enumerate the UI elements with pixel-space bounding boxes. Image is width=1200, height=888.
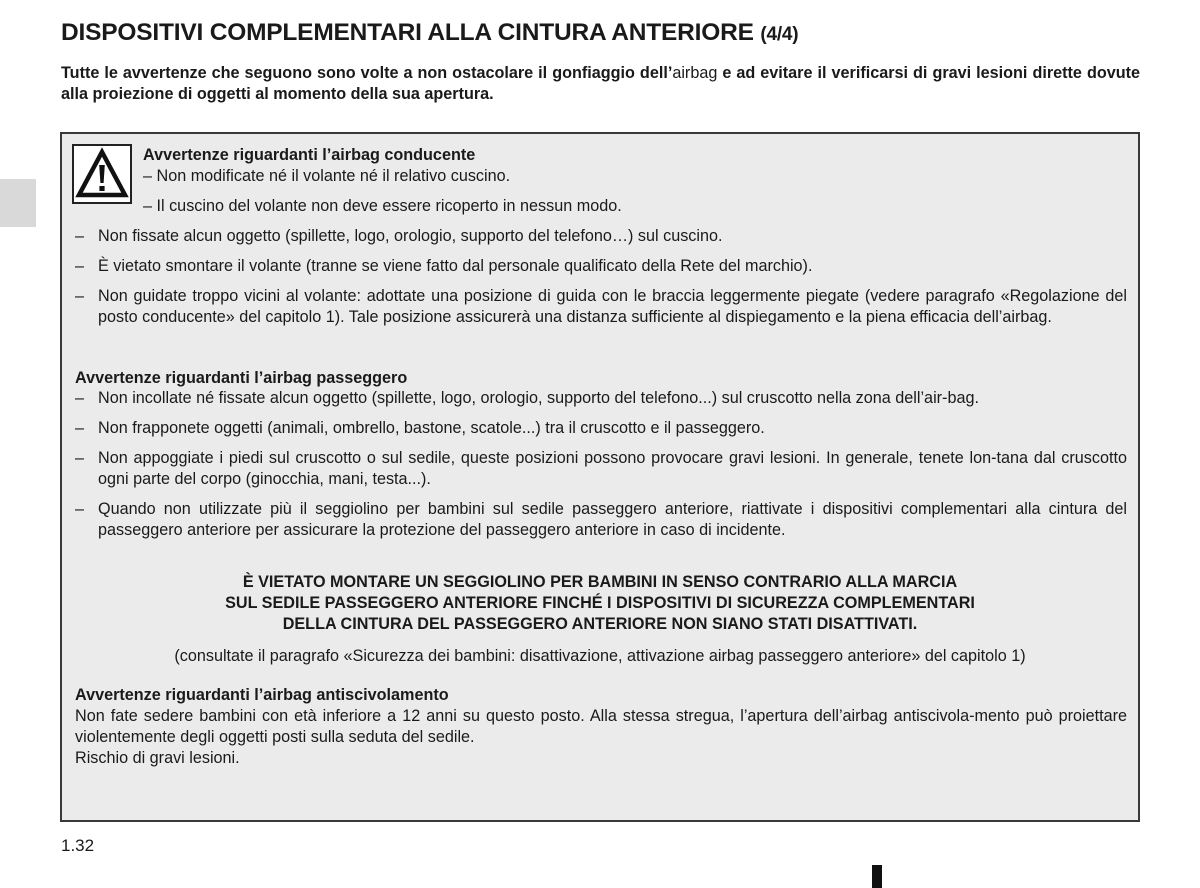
driver-airbag-heading: Avvertenze riguardanti l’airbag conducente [143,146,476,164]
intro-airbag-word: airbag [672,64,718,82]
list-item: – Non incollate né fissate alcun oggetto (spillette, logo, orologio, supporto del telefono...) sul cruscotto nella zona dell’air-bag. [75,389,979,407]
list-item: – È vietato smontare il volante (tranne se viene fatto dal personale qualificato della Rete del marchio). [75,257,813,275]
passenger-airbag-list [75,388,1127,550]
antisubmarine-airbag-heading: Avvertenze riguardanti l’airbag antiscivolamento [75,686,449,704]
page-title: DISPOSITIVI COMPLEMENTARI ALLA CINTURA ANTERIORE (4/4) [61,19,799,46]
driver-airbag-list [75,226,1127,337]
list-item: – Non frapponete oggetti (animali, ombrello, bastone, scatole...) tra il cruscotto e il passeggero. [75,419,765,437]
driver-airbag-line-1: – Non modificate né il volante né il relativo cuscino. [143,167,511,185]
child-seat-warning-line-3: DELLA CINTURA DEL PASSEGGERO ANTERIORE NON SIANO STATI DISATTIVATI. [282,615,918,633]
page-title-suffix: (4/4) [760,24,799,45]
intro-bold-a: Tutte le avvertenze che seguono sono volte a non ostacolare il gonfiaggio dell’ [61,64,673,82]
child-seat-warning-line-2: SUL SEDILE PASSEGGERO ANTERIORE FINCHÉ I DISPOSITIVI DI SICUREZZA COMPLEMENTARI [225,594,975,612]
consult-reference: (consultate il paragrafo «Sicurezza dei bambini: disattivazione, attivazione airbag passeggero anteriore» del capitolo 1) [174,647,1026,665]
intro-paragraph [61,63,1140,105]
driver-airbag-line-2: – Il cuscino del volante non deve essere ricoperto in nessun modo. [143,197,622,215]
list-item: – Non guidate troppo vicini al volante: adottate una posizione di guida con le braccia leggermente piegate (vedere paragrafo «Regolazione del posto conducente» del capitolo 1). Tale posizione assicurerà una distanza sufficiente al dispiegamento e la piena efficacia dell’airbag. [75,287,1127,326]
page-number: 1.32 [61,836,95,855]
intro-bold-b: e ad evitare il verificarsi di gravi lesioni dirette dovute alla proiezione di oggetti al momento della sua apertura. [61,64,1140,103]
print-mark [872,865,882,888]
list-item: – Quando non utilizzate più il seggiolino per bambini sul sedile passeggero anteriore, riattivate i dispositivi complementari alla cintura del passeggero anteriore per assicurare la protezione del passeggero anteriore in caso di incidente. [75,500,1127,539]
child-seat-warning [62,572,1138,635]
antisubmarine-airbag-text: Non fate sedere bambini con età inferiore a 12 anni su questo posto. Alla stessa stregua, l’apertura dell’airbag antiscivola-mento può proiettare violentemente degli oggetti posti sulla seduta del sedile. [75,707,1127,746]
child-seat-warning-line-1: È VIETATO MONTARE UN SEGGIOLINO PER BAMBINI IN SENSO CONTRARIO ALLA MARCIA [242,573,958,591]
chapter-side-tab [0,179,36,227]
warning-box [60,132,1140,822]
list-item: – Non appoggiate i piedi sul cruscotto o sul sedile, queste posizioni possono provocare gravi lesioni. In generale, tenete lon-tana dal cruscotto ogni parte del corpo (ginocchia, mani, testa...). [75,449,1127,488]
passenger-airbag-heading: Avvertenze riguardanti l’airbag passeggero [75,369,408,387]
list-item: – Non fissate alcun oggetto (spillette, logo, orologio, supporto del telefono…) sul cuscino. [75,227,723,245]
warning-triangle-icon [72,144,132,204]
antisubmarine-airbag-risk: Rischio di gravi lesioni. [75,749,240,767]
